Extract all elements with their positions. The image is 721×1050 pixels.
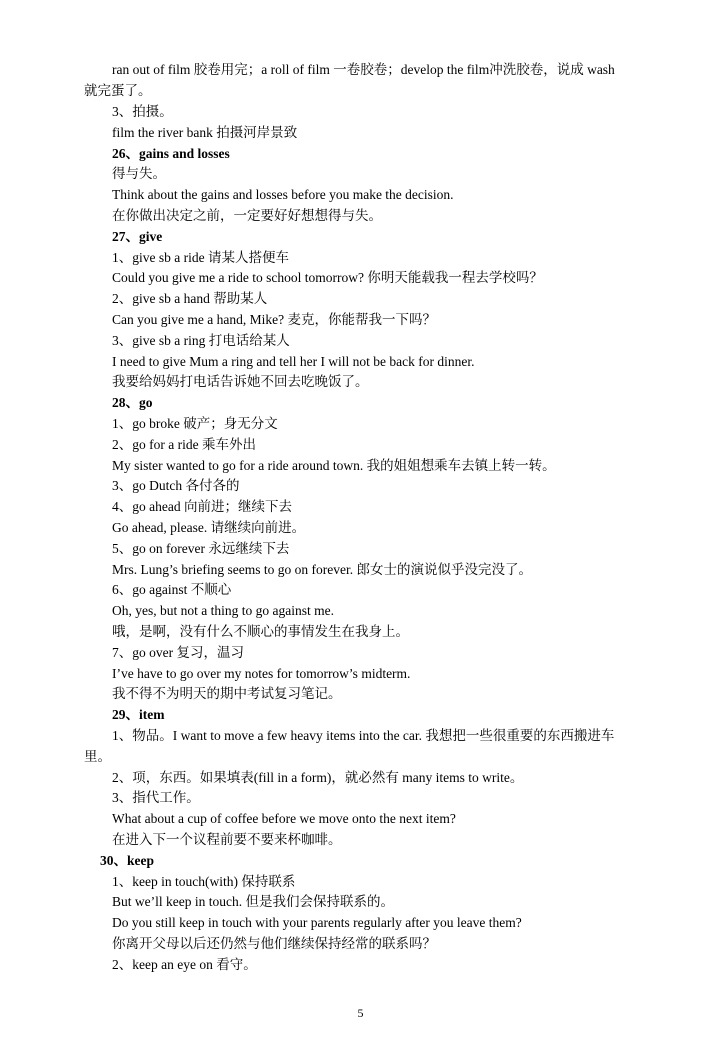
- text-line: 在进入下一个议程前要不要来杯咖啡。: [112, 832, 342, 847]
- text-line: 2、go for a ride 乘车外出: [112, 437, 256, 452]
- text-line: Think about the gains and losses before you make the decision.: [112, 187, 454, 202]
- text-line: 2、give sb a hand 帮助某人: [112, 291, 268, 306]
- section-heading: 27、give: [112, 229, 163, 244]
- text-line: What about a cup of coffee before we move onto the next item?: [112, 811, 456, 826]
- text-line: Do you still keep in touch with your parents regularly after you leave them?: [112, 915, 522, 930]
- text-line: 得与失。: [112, 166, 166, 181]
- text-line: 3、give sb a ring 打电话给某人: [112, 333, 290, 348]
- text-line: 1、keep in touch(with) 保持联系: [112, 874, 296, 889]
- text-line: 就完蛋了。: [84, 83, 152, 98]
- text-line: 6、go against 不顺心: [112, 582, 232, 597]
- text-line: Oh, yes, but not a thing to go against me.: [112, 603, 334, 618]
- section-heading: 30、keep: [100, 853, 154, 868]
- text-line: 我不得不为明天的期中考试复习笔记。: [112, 686, 342, 701]
- text-line: My sister wanted to go for a ride around town. 我的姐姐想乘车去镇上转一转。: [112, 458, 556, 473]
- text-line: 3、指代工作。: [112, 790, 200, 805]
- text-line: 7、go over 复习，温习: [112, 645, 244, 660]
- text-line: 1、give sb a ride 请某人搭便车: [112, 250, 289, 265]
- text-line: Could you give me a ride to school tomorrow? 你明天能载我一程去学校吗？: [112, 270, 543, 285]
- text-line: 4、go ahead 向前进；继续下去: [112, 499, 292, 514]
- text-line: But we’ll keep in touch. 但是我们会保持联系的。: [112, 894, 394, 909]
- page-number: 5: [357, 1006, 364, 1020]
- text-line: I need to give Mum a ring and tell her I will not be back for dinner.: [112, 354, 475, 369]
- text-line: 2、keep an eye on 看守。: [112, 957, 257, 972]
- text-line: 2、项，东西。如果填表(fill in a form)，就必然有 many items to write。: [112, 770, 524, 785]
- section-heading: 29、item: [112, 707, 165, 722]
- text-line: Mrs. Lung’s briefing seems to go on forever. 郎女士的演说似乎没完没了。: [112, 562, 532, 577]
- text-line: 里。: [84, 749, 111, 764]
- text-line: 1、物品。I want to move a few heavy items into the car. 我想把一些很重要的东西搬进车: [112, 728, 615, 743]
- text-line: Go ahead, please. 请继续向前进。: [112, 520, 306, 535]
- section-heading: 28、go: [112, 395, 153, 410]
- text-line: ran out of film 胶卷用完；a roll of film 一卷胶卷；develop the film冲洗胶卷，说成 wash: [112, 62, 615, 77]
- text-line: 我要给妈妈打电话告诉她不回去吃晚饭了。: [112, 374, 369, 389]
- section-heading: 26、gains and losses: [112, 146, 230, 161]
- text-line: 5、go on forever 永远继续下去: [112, 541, 290, 556]
- text-line: film the river bank 拍摄河岸景致: [112, 125, 298, 140]
- text-line: 在你做出决定之前，一定要好好想想得与失。: [112, 208, 382, 223]
- text-line: 哦，是啊，没有什么不顺心的事情发生在我身上。: [112, 624, 409, 639]
- text-line: Can you give me a hand, Mike? 麦克，你能帮我一下吗？: [112, 312, 436, 327]
- text-line: 3、拍摄。: [112, 104, 173, 119]
- text-line: I’ve have to go over my notes for tomorrow’s midterm.: [112, 666, 411, 681]
- text-line: 3、go Dutch 各付各的: [112, 478, 240, 493]
- text-line: 1、go broke 破产；身无分文: [112, 416, 278, 431]
- text-line: 你离开父母以后还仍然与他们继续保持经常的联系吗？: [112, 936, 436, 951]
